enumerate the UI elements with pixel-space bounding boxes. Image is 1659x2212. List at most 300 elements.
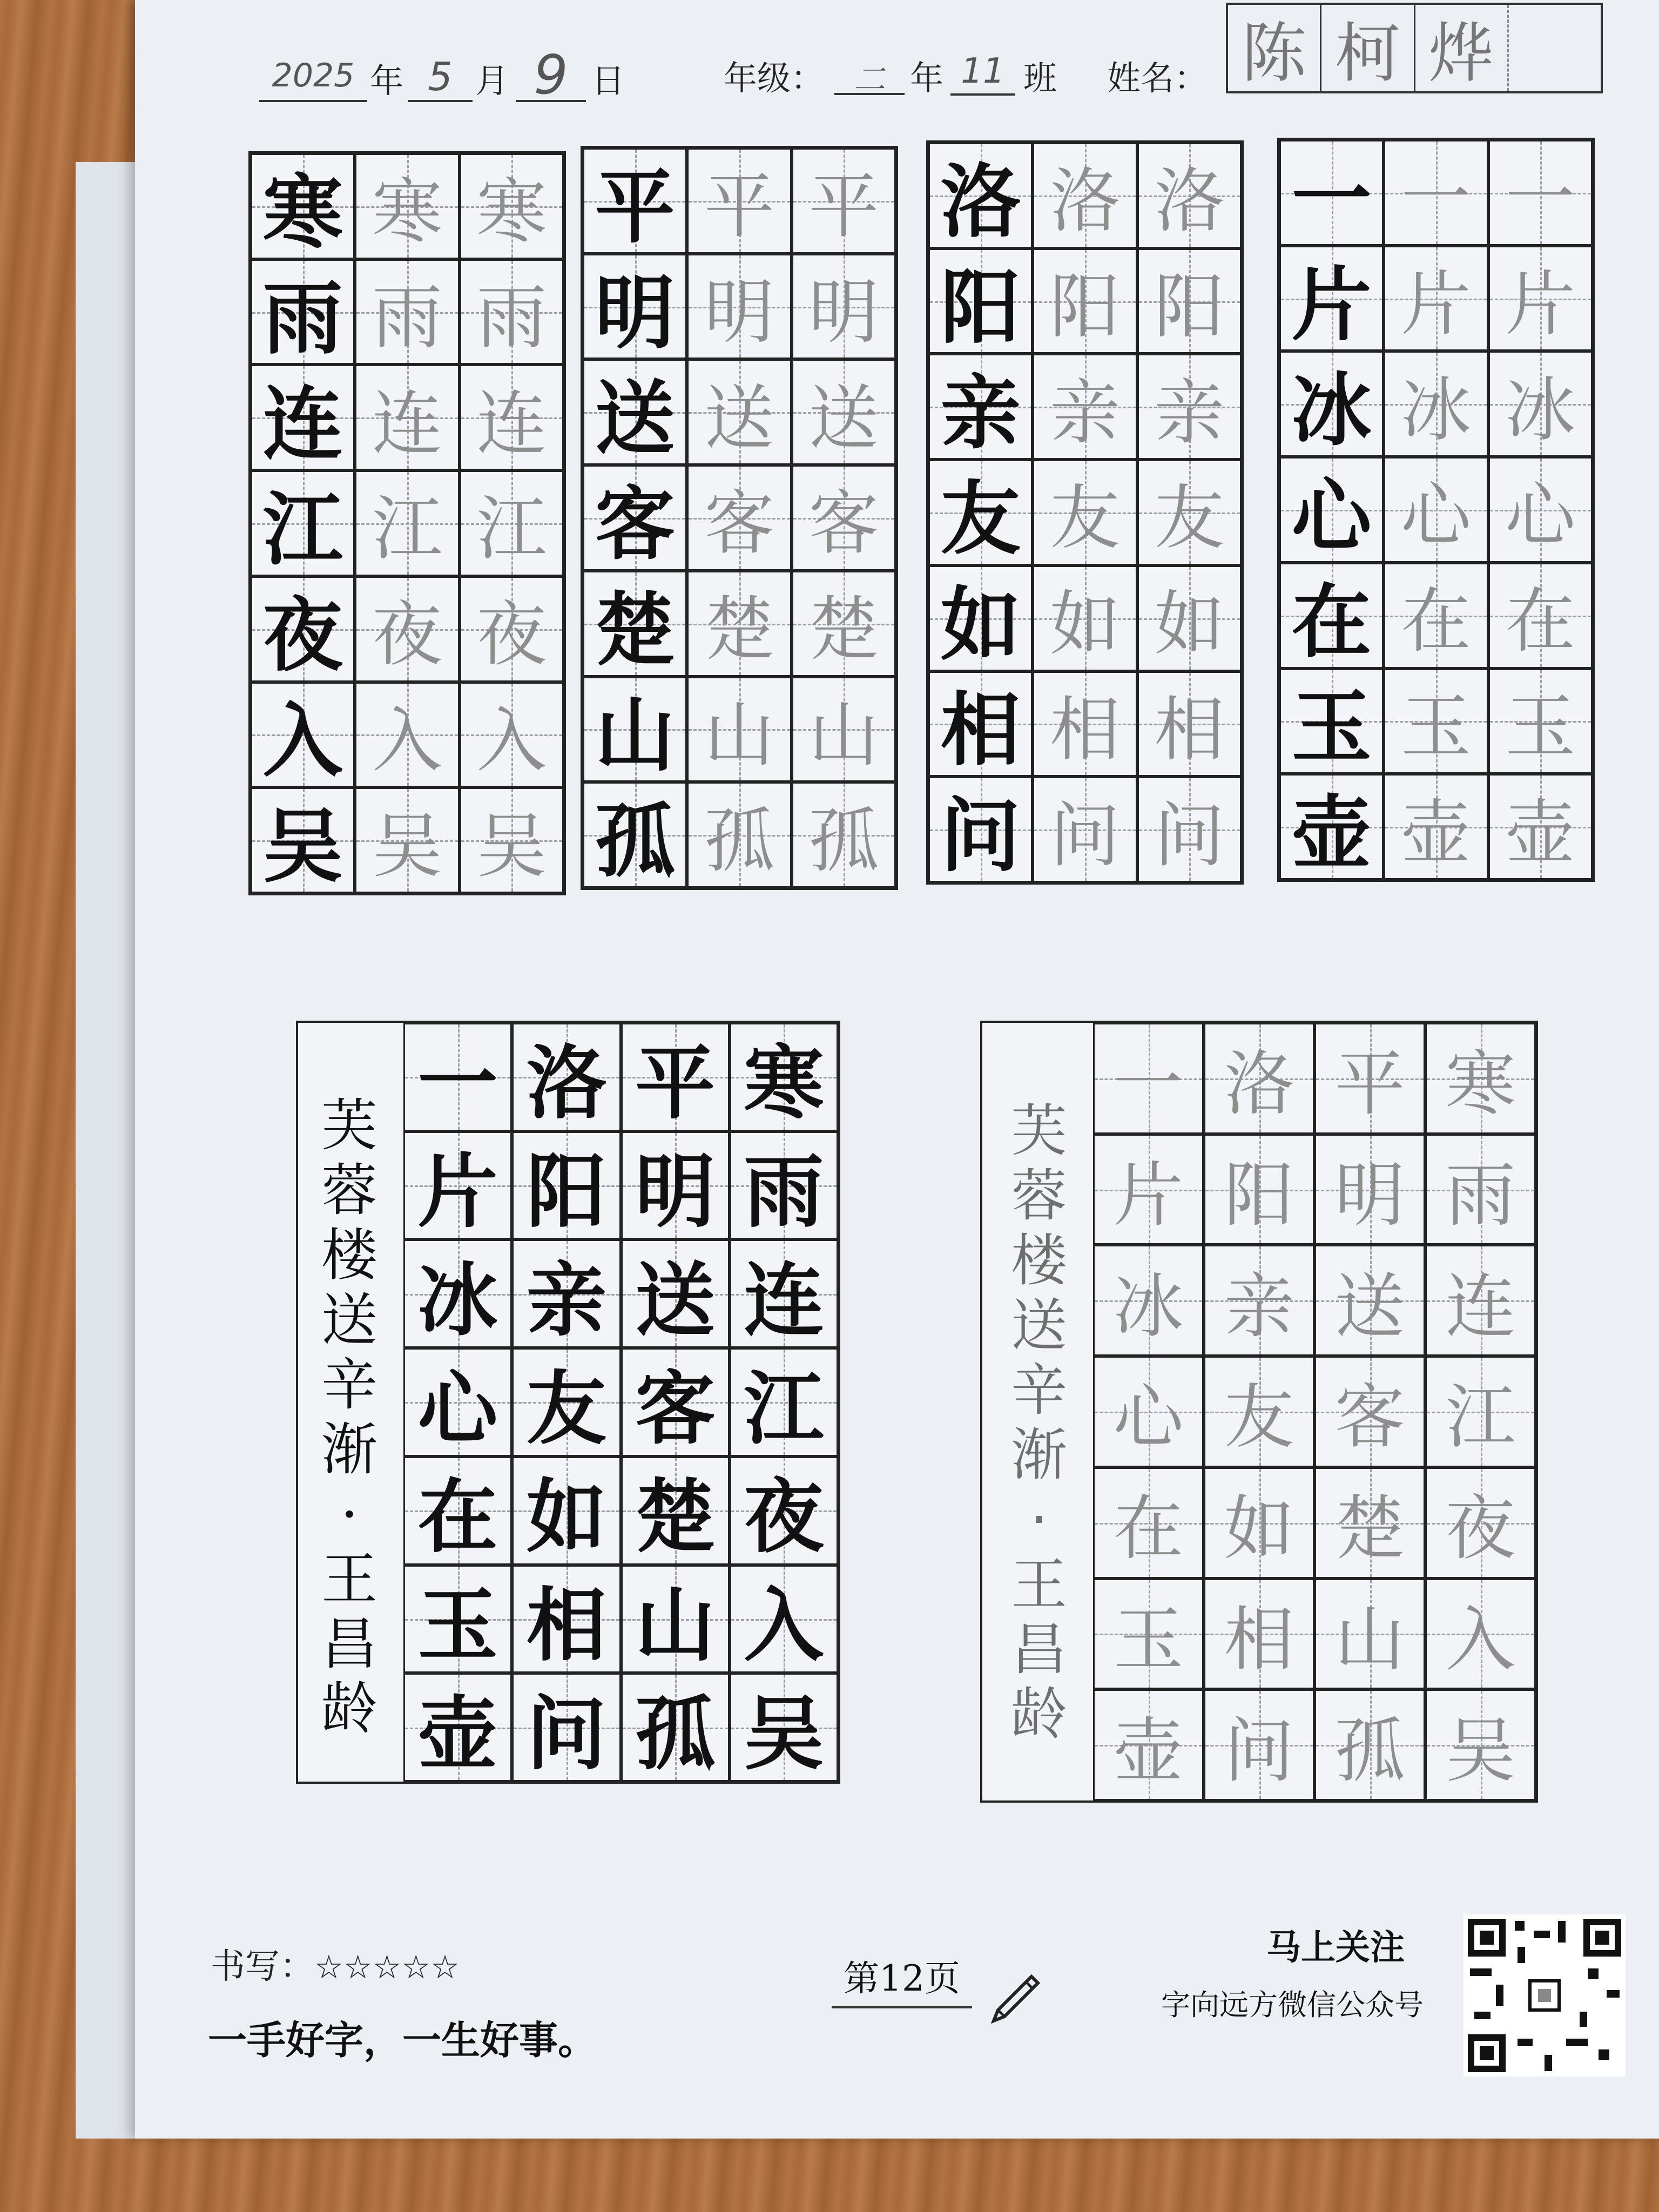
poem-char: 在	[417, 1469, 498, 1564]
model-char: 亲	[940, 366, 1021, 460]
rating-stars[interactable]: ☆☆☆☆☆	[314, 1948, 460, 1986]
poem-char-cell	[730, 1565, 838, 1674]
poem-char: 片	[1113, 1154, 1184, 1237]
poem-char-cell	[1425, 1245, 1536, 1356]
trace-char-cell	[1137, 248, 1242, 354]
model-char-cell	[583, 677, 687, 783]
name-char-2: 柯	[1321, 5, 1415, 91]
title-char: 送	[1010, 1292, 1067, 1358]
poem-char: 入	[744, 1577, 824, 1672]
traced-char: 如	[1049, 583, 1120, 665]
trace-char-cell	[687, 782, 791, 888]
poem-char-cell	[621, 1348, 730, 1456]
trace-char-cell	[687, 148, 791, 254]
model-char-cell	[928, 354, 1033, 460]
model-char: 孤	[595, 794, 675, 888]
trace-char-cell	[1137, 565, 1242, 671]
traced-char: 在	[1505, 580, 1576, 663]
traced-char: 吴	[476, 805, 547, 887]
slogan: 一手好字，一生好事。	[208, 2018, 597, 2063]
poem-char: 壶	[417, 1686, 498, 1781]
model-char-cell	[928, 143, 1033, 248]
poem-char: 片	[417, 1144, 498, 1239]
traced-char: 洛	[1154, 160, 1225, 242]
title-char: 蓉	[1010, 1163, 1067, 1229]
traced-char: 亲	[1154, 371, 1225, 454]
title-char: 楼	[1010, 1228, 1067, 1293]
traced-char: 楚	[704, 588, 774, 671]
poem-char-cell	[1204, 1467, 1314, 1579]
poem-char-cell	[1204, 1023, 1314, 1134]
title-char: 辛	[1010, 1357, 1067, 1423]
model-char: 明	[595, 265, 675, 360]
year-label: 年	[370, 61, 404, 100]
traced-char: 片	[1400, 263, 1471, 346]
poem-char: 孤	[635, 1686, 716, 1781]
trace-char-cell	[792, 677, 896, 783]
poem-char: 平	[1334, 1043, 1405, 1125]
trace-char-cell	[1384, 669, 1488, 774]
poem-char: 冰	[1113, 1265, 1184, 1347]
trace-char-cell	[460, 682, 564, 788]
poem-char-cell	[730, 1023, 838, 1131]
poem-char-cell	[512, 1023, 621, 1131]
name-label: 姓名：	[1107, 58, 1208, 98]
poem-char-cell	[1425, 1467, 1536, 1579]
poem-char: 如	[526, 1469, 606, 1564]
model-char-cell	[1279, 351, 1384, 457]
poem-char: 亲	[526, 1252, 606, 1347]
trace-char-cell	[1384, 457, 1488, 563]
traced-char: 玉	[1400, 685, 1471, 768]
poem-char-cell	[621, 1673, 730, 1782]
title-char: 渐	[321, 1417, 377, 1482]
trace-char-cell	[1384, 351, 1488, 457]
trace-char-cell	[460, 259, 564, 365]
model-char-cell	[928, 460, 1033, 565]
model-char: 阳	[940, 260, 1021, 354]
traced-char: 连	[372, 382, 442, 464]
rating-label: 书写：	[211, 1947, 314, 1987]
traced-char: 玉	[1505, 685, 1576, 768]
model-char-cell	[1279, 246, 1384, 352]
model-char: 相	[940, 683, 1021, 777]
model-char: 连	[262, 376, 343, 471]
date-month-field: 5	[408, 54, 473, 102]
traced-char: 明	[808, 271, 879, 354]
trace-char-cell	[460, 576, 564, 682]
model-char: 客	[595, 477, 675, 571]
traced-char: 一	[1505, 157, 1576, 240]
trace-char-cell	[792, 782, 896, 888]
traced-char: 冰	[1505, 368, 1576, 451]
trace-char-cell	[355, 153, 459, 259]
model-char: 问	[940, 788, 1021, 883]
model-char-cell	[251, 153, 355, 259]
poem-char: 明	[635, 1144, 716, 1239]
trace-char-cell	[687, 571, 791, 677]
poem-char: 壶	[1113, 1709, 1184, 1792]
model-char-cell	[583, 782, 687, 888]
date-year-field: 2025	[259, 57, 367, 102]
poem-char-cell	[403, 1456, 512, 1565]
model-char: 壶	[1291, 786, 1372, 880]
poem-char: 吴	[1445, 1709, 1516, 1792]
traced-char: 送	[704, 376, 774, 459]
poem-char: 江	[744, 1361, 824, 1455]
practice-block-2	[581, 146, 898, 890]
traced-char: 亲	[1049, 371, 1120, 454]
model-char: 心	[1291, 469, 1372, 563]
traced-char: 一	[1400, 157, 1471, 240]
model-char-cell	[583, 148, 687, 254]
poem-char: 在	[1113, 1487, 1184, 1570]
practice-block-4	[1277, 138, 1595, 882]
trace-char-cell	[1137, 460, 1242, 565]
model-poem-title	[304, 1093, 395, 1741]
model-char: 寒	[262, 165, 343, 259]
poem-char-cell	[730, 1239, 838, 1348]
poem-char-cell	[730, 1673, 838, 1782]
traced-char: 阳	[1154, 266, 1225, 348]
traced-char: 连	[476, 382, 547, 464]
title-char: 蓉	[321, 1157, 377, 1223]
trace-char-cell	[460, 470, 564, 576]
traced-char: 片	[1505, 263, 1576, 346]
model-char-cell	[251, 787, 355, 893]
poem-char-cell	[512, 1239, 621, 1348]
model-char-cell	[251, 470, 355, 576]
trace-char-cell	[1488, 246, 1593, 352]
poem-char-cell	[1314, 1467, 1425, 1579]
model-char-cell	[1279, 140, 1384, 246]
follow-label: 马上关注	[1266, 1928, 1405, 1968]
traced-char: 山	[808, 693, 879, 776]
poem-char-cell	[730, 1131, 838, 1240]
poem-char-cell	[1093, 1023, 1204, 1134]
poem-char: 连	[744, 1252, 824, 1347]
trace-char-cell	[460, 787, 564, 893]
trace-char-cell	[1384, 246, 1488, 352]
trace-char-cell	[1033, 671, 1137, 777]
poem-char: 客	[1334, 1376, 1405, 1459]
poem-char-cell	[1093, 1467, 1204, 1579]
model-char: 雨	[262, 271, 343, 365]
trace-char-cell	[792, 359, 896, 465]
model-char: 冰	[1291, 363, 1372, 457]
traced-char: 平	[704, 165, 774, 248]
model-char: 片	[1291, 257, 1372, 352]
poem-char-cell	[512, 1348, 621, 1456]
traced-char: 入	[372, 699, 442, 781]
poem-char-cell	[1093, 1689, 1204, 1800]
name-char-3: 烨	[1415, 5, 1509, 91]
trace-char-cell	[1488, 774, 1593, 880]
trace-char-cell	[355, 259, 459, 365]
month-label: 月	[475, 61, 509, 100]
poem-char: 玉	[417, 1577, 498, 1672]
trace-char-cell	[1384, 140, 1488, 246]
trace-char-cell	[1488, 140, 1593, 246]
poem-char: 玉	[1113, 1598, 1184, 1681]
poem-char: 冰	[417, 1252, 498, 1347]
trace-char-cell	[1137, 143, 1242, 248]
poem-char-cell	[1314, 1356, 1425, 1467]
poem-char-cell	[1093, 1134, 1204, 1245]
poem-char-cell	[1425, 1689, 1536, 1800]
trace-char-cell	[792, 465, 896, 571]
title-char: 辛	[321, 1352, 377, 1418]
poem-char-cell	[403, 1023, 512, 1131]
rating-row	[211, 1939, 460, 1988]
model-char-cell	[251, 682, 355, 788]
poem-char-cell	[730, 1348, 838, 1456]
title-char: 昌	[321, 1611, 377, 1677]
poem-char-cell	[512, 1131, 621, 1240]
poem-char: 入	[1445, 1598, 1516, 1681]
trace-char-cell	[1033, 777, 1137, 882]
model-char-cell	[928, 777, 1033, 882]
trace-char-cell	[792, 571, 896, 677]
model-char: 送	[595, 371, 675, 466]
day-label: 日	[591, 61, 625, 100]
traced-char: 客	[704, 482, 774, 565]
poem-char: 山	[635, 1577, 716, 1672]
date-day-field: 9	[516, 43, 586, 102]
title-char: 芙	[1010, 1098, 1067, 1164]
trace-char-cell	[1033, 460, 1137, 565]
trace-char-cell	[1488, 351, 1593, 457]
poem-char-cell	[1204, 1579, 1314, 1690]
poem-char: 吴	[744, 1686, 824, 1781]
model-char-cell	[251, 365, 355, 470]
trace-char-cell	[1488, 563, 1593, 669]
poem-char-cell	[621, 1023, 730, 1131]
poem-char-cell	[1093, 1245, 1204, 1356]
traced-char: 壶	[1505, 791, 1576, 874]
poem-char-cell	[512, 1565, 621, 1674]
model-char-cell	[928, 565, 1033, 671]
trace-char-cell	[355, 576, 459, 682]
poem-char-cell	[1314, 1134, 1425, 1245]
model-char: 入	[262, 693, 343, 788]
traced-char: 冰	[1400, 368, 1471, 451]
poem-char-cell	[403, 1673, 512, 1782]
title-char: 楼	[321, 1222, 377, 1288]
title-char: ·	[1030, 1487, 1048, 1553]
poem-char-cell	[730, 1456, 838, 1565]
traced-char: 相	[1154, 688, 1225, 771]
poem-char: 夜	[1445, 1487, 1516, 1570]
model-char-cell	[928, 671, 1033, 777]
traced-char: 问	[1049, 794, 1120, 876]
model-char: 夜	[262, 588, 343, 682]
poem-char: 相	[1224, 1598, 1294, 1681]
poem-char: 楚	[635, 1469, 716, 1564]
traced-char: 夜	[372, 594, 442, 676]
trace-char-cell	[792, 254, 896, 360]
traced-char: 吴	[372, 805, 442, 887]
traced-char: 寒	[476, 171, 547, 253]
model-char: 玉	[1291, 680, 1372, 774]
poem-char: 送	[1334, 1265, 1405, 1347]
model-char-cell	[583, 254, 687, 360]
model-char: 如	[940, 577, 1021, 671]
traced-char: 送	[808, 376, 879, 459]
poem-char: 相	[526, 1577, 606, 1672]
model-char-cell	[1279, 669, 1384, 774]
trace-char-cell	[1033, 248, 1137, 354]
class-field: 11	[950, 51, 1015, 96]
title-char: ·	[340, 1481, 359, 1547]
poem-char: 友	[1224, 1376, 1294, 1459]
model-char: 在	[1291, 574, 1372, 669]
title-char: 芙	[321, 1092, 377, 1158]
grade-field: 二	[834, 54, 905, 95]
poem-char-cell	[1425, 1356, 1536, 1467]
trace-char-cell	[460, 153, 564, 259]
poem-char: 阳	[1224, 1154, 1294, 1237]
model-char-cell	[583, 465, 687, 571]
poem-char: 夜	[744, 1469, 824, 1564]
poem-char-cell	[1314, 1245, 1425, 1356]
traced-char: 明	[704, 271, 774, 354]
model-char-cell	[251, 259, 355, 365]
poem-char: 一	[417, 1036, 498, 1130]
traced-char: 孤	[704, 799, 774, 882]
poem-char-cell	[621, 1239, 730, 1348]
practice-block-3	[926, 140, 1244, 885]
poem-char: 心	[1113, 1376, 1184, 1459]
traced-char: 相	[1049, 688, 1120, 771]
trace-char-cell	[687, 677, 791, 783]
model-char-cell	[583, 359, 687, 465]
traced-char: 洛	[1049, 160, 1120, 242]
model-char: 平	[595, 159, 675, 254]
name-box	[1226, 3, 1603, 93]
model-char-cell	[1279, 563, 1384, 669]
poem-char: 雨	[1445, 1154, 1516, 1237]
traced-char: 夜	[476, 594, 547, 676]
traced-char: 壶	[1400, 791, 1471, 874]
poem-char: 山	[1334, 1598, 1405, 1681]
poem-char-cell	[1314, 1689, 1425, 1800]
title-char: 王	[1010, 1552, 1067, 1617]
poem-char-cell	[403, 1565, 512, 1674]
traced-char: 在	[1400, 580, 1471, 663]
model-char: 江	[262, 482, 343, 576]
traced-char: 平	[808, 165, 879, 248]
model-char: 山	[595, 688, 675, 783]
model-char-cell	[928, 248, 1033, 354]
poem-char-cell	[1314, 1579, 1425, 1690]
trace-char-cell	[355, 365, 459, 470]
poem-char: 友	[526, 1361, 606, 1455]
poem-char-cell	[512, 1456, 621, 1565]
trace-char-cell	[1488, 669, 1593, 774]
pen-icon	[983, 1971, 1042, 2031]
poem-char-cell	[1425, 1023, 1536, 1134]
trace-char-cell	[1137, 777, 1242, 882]
grade-year-label: 年	[910, 58, 944, 98]
trace-char-cell	[1033, 354, 1137, 460]
qr-code[interactable]	[1464, 1914, 1626, 2076]
trace-char-cell	[1384, 563, 1488, 669]
name-empty-cell	[1509, 5, 1601, 91]
trace-char-cell	[1137, 354, 1242, 460]
poem-char: 江	[1445, 1376, 1516, 1459]
title-char: 昌	[1010, 1616, 1067, 1682]
title-char: 渐	[1010, 1422, 1067, 1488]
trace-poem-grid	[980, 1021, 1538, 1803]
poem-char-cell	[1425, 1579, 1536, 1690]
poem-char-cell	[1314, 1023, 1425, 1134]
practice-block-1	[248, 151, 566, 895]
trace-char-cell	[1384, 774, 1488, 880]
title-char: 送	[321, 1287, 377, 1353]
model-char-cell	[1279, 774, 1384, 880]
traced-char: 入	[476, 699, 547, 781]
traced-char: 友	[1049, 477, 1120, 559]
title-char: 龄	[1010, 1681, 1067, 1747]
poem-char-cell	[1204, 1245, 1314, 1356]
trace-char-cell	[460, 365, 564, 470]
poem-char-cell	[621, 1456, 730, 1565]
trace-char-cell	[355, 787, 459, 893]
traced-char: 江	[476, 488, 547, 570]
poem-char: 客	[635, 1361, 716, 1455]
traced-char: 江	[372, 488, 442, 570]
wechat-label: 字向远方微信公众号	[1161, 1988, 1424, 2022]
title-char: 王	[321, 1546, 377, 1612]
traced-char: 阳	[1049, 266, 1120, 348]
poem-char: 心	[417, 1361, 498, 1455]
poem-char: 问	[526, 1686, 606, 1781]
poem-char: 如	[1224, 1487, 1294, 1570]
model-char: 吴	[262, 799, 343, 894]
trace-char-cell	[1033, 143, 1137, 248]
trace-char-cell	[687, 359, 791, 465]
poem-char-cell	[621, 1131, 730, 1240]
traced-char: 如	[1154, 583, 1225, 665]
poem-char-cell	[1425, 1134, 1536, 1245]
traced-char: 寒	[372, 171, 442, 253]
traced-char: 客	[808, 482, 879, 565]
trace-poem-title	[993, 1098, 1085, 1746]
trace-char-cell	[355, 682, 459, 788]
poem-char-cell	[1093, 1356, 1204, 1467]
page-number: 第12页	[832, 1950, 972, 2008]
trace-char-cell	[687, 254, 791, 360]
trace-char-cell	[1137, 671, 1242, 777]
poem-char: 雨	[744, 1144, 824, 1239]
poem-char-cell	[1204, 1356, 1314, 1467]
poem-char-cell	[403, 1239, 512, 1348]
poem-char-cell	[1204, 1689, 1314, 1800]
poem-char-cell	[1204, 1134, 1314, 1245]
traced-char: 孤	[808, 799, 879, 882]
traced-char: 心	[1400, 474, 1471, 557]
poem-char: 明	[1334, 1154, 1405, 1237]
model-char: 一	[1291, 151, 1372, 246]
poem-char-cell	[403, 1348, 512, 1456]
poem-char: 问	[1224, 1709, 1294, 1792]
name-char-1: 陈	[1228, 5, 1321, 91]
traced-char: 雨	[476, 276, 547, 359]
poem-char-cell	[512, 1673, 621, 1782]
poem-char: 寒	[744, 1036, 824, 1130]
traced-char: 雨	[372, 276, 442, 359]
